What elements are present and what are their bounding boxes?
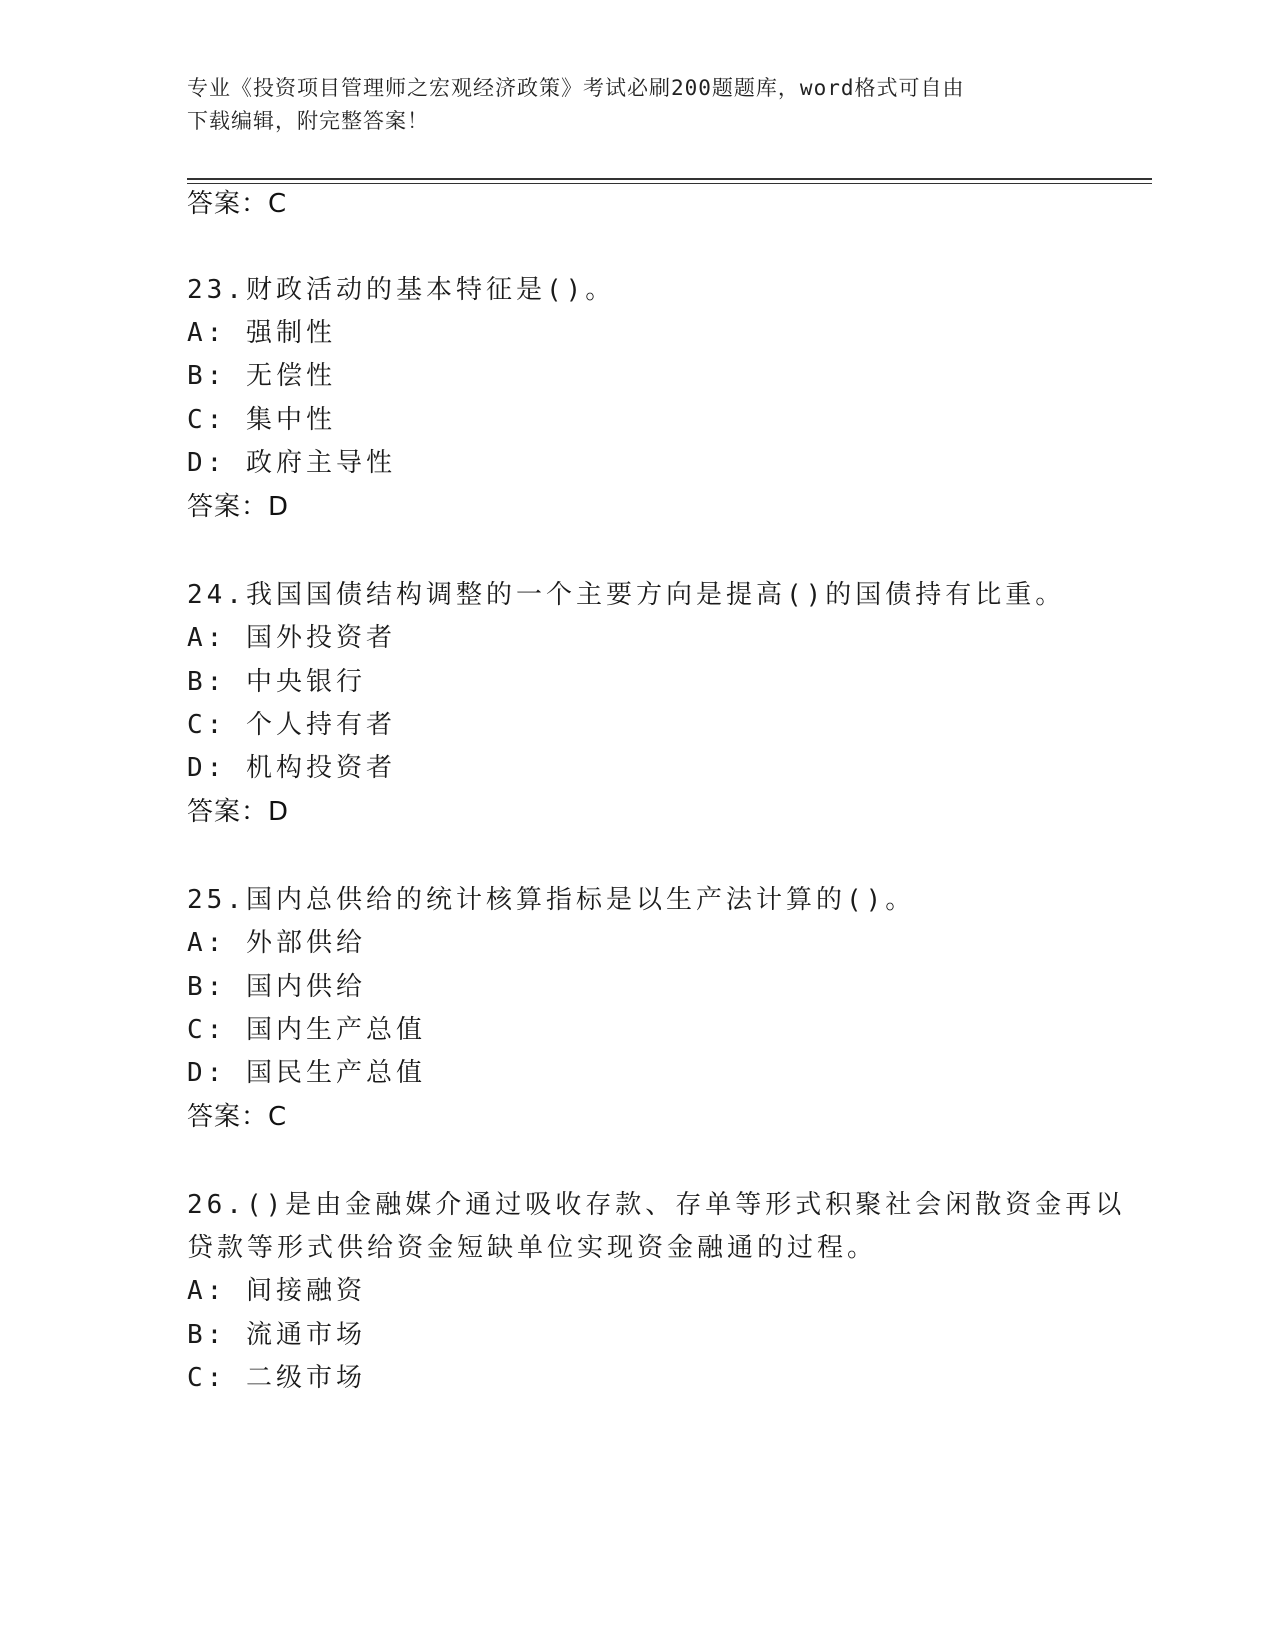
question-25-stem: 25.国内总供给的统计核算指标是以生产法计算的()。 (187, 885, 916, 915)
header-divider-thick (187, 178, 1152, 180)
question-24-stem: 24.我国国债结构调整的一个主要方向是提高()的国债持有比重。 (187, 580, 1066, 610)
question-26-option-c: C: 二级市场 (187, 1363, 366, 1393)
question-23-option-c: C: 集中性 (187, 405, 336, 435)
answer-previous-question: 答案：C (187, 189, 288, 219)
question-23-option-a: A: 强制性 (187, 318, 336, 348)
header-line-1: 专业《投资项目管理师之宏观经济政策》考试必刷200题题库，word格式可自由 (187, 76, 965, 100)
question-26-stem-line-1: 26.()是由金融媒介通过吸收存款、存单等形式积聚社会闲散资金再以 (187, 1190, 1126, 1220)
question-25-option-b: B: 国内供给 (187, 972, 366, 1002)
header-line-2: 下载编辑，附完整答案！ (187, 109, 429, 133)
header-divider-thin (187, 183, 1152, 184)
question-24-option-a: A: 国外投资者 (187, 623, 396, 653)
question-23-stem: 23.财政活动的基本特征是()。 (187, 275, 616, 305)
question-25-option-a: A: 外部供给 (187, 928, 366, 958)
question-26-option-b: B: 流通市场 (187, 1320, 366, 1350)
question-25-option-d: D: 国民生产总值 (187, 1058, 426, 1088)
document-header (187, 72, 1067, 138)
question-23-option-d: D: 政府主导性 (187, 448, 396, 478)
question-24-option-c: C: 个人持有者 (187, 710, 396, 740)
question-26-stem-line-2: 贷款等形式供给资金短缺单位实现资金融通的过程。 (187, 1233, 878, 1263)
question-25-answer: 答案：C (187, 1102, 288, 1132)
question-26-option-a: A: 间接融资 (187, 1276, 366, 1306)
question-24-answer: 答案：D (187, 797, 290, 827)
question-24-option-b: B: 中央银行 (187, 667, 366, 697)
question-23-option-b: B: 无偿性 (187, 361, 336, 391)
question-23-answer: 答案：D (187, 492, 290, 522)
question-24-option-d: D: 机构投资者 (187, 753, 396, 783)
question-25-option-c: C: 国内生产总值 (187, 1015, 426, 1045)
